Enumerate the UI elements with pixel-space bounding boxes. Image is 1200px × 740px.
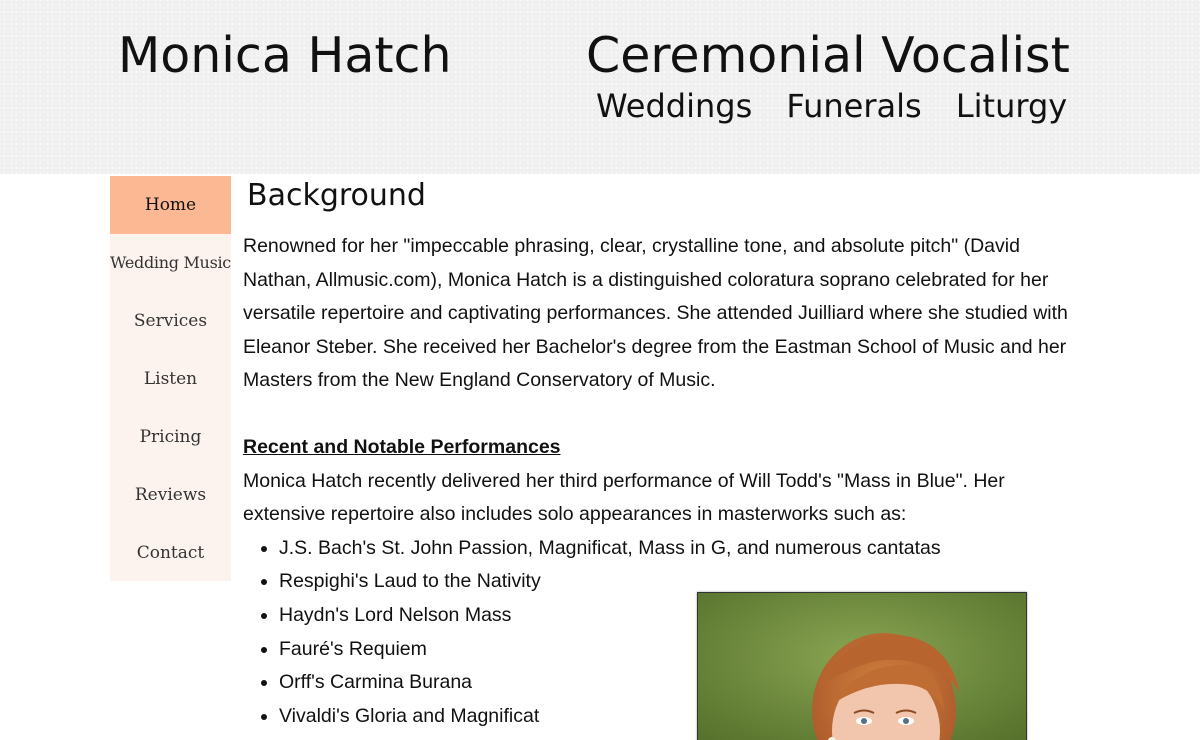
portrait-photo — [697, 592, 1027, 740]
site-header — [0, 0, 1200, 174]
nav-wedding-music[interactable]: Wedding Music — [110, 253, 231, 272]
performances-paragraph: Monica Hatch recently delivered her third performance of Will Todd's "Mass in Blue". Her extensive repertoire also includes solo appearances in masterworks such as: — [243, 469, 1005, 526]
list-item: • Fauré's Requiem — [279, 633, 1083, 667]
nav-listen[interactable]: Listen — [143, 369, 198, 389]
services-line — [596, 84, 1067, 128]
service-funerals: Funerals — [786, 87, 922, 125]
portrait-illustration — [698, 593, 1026, 740]
list-item: • Haydn's Lord Nelson Mass — [279, 599, 1083, 633]
nav-home[interactable]: Home — [110, 176, 231, 234]
list-item: • J.S. Bach's St. John Passion, Magnificat, Mass in G, and numerous cantatas — [279, 532, 1083, 566]
nav-contact[interactable]: Contact — [136, 543, 205, 563]
service-weddings: Weddings — [596, 87, 753, 125]
service-liturgy: Liturgy — [955, 87, 1068, 125]
site-tagline: Ceremonial Vocalist — [586, 27, 1070, 84]
nav-reviews[interactable]: Reviews — [134, 485, 207, 505]
list-item: • Orff's Carmina Burana — [279, 666, 1083, 700]
nav-services[interactable]: Services — [133, 311, 208, 331]
list-item: • Vivaldi's Gloria and Magnificat — [279, 700, 1083, 734]
site-name[interactable]: Monica Hatch — [118, 27, 452, 84]
list-item: • Respighi's Laud to the Nativity — [279, 565, 1083, 599]
intro-paragraph: Renowned for her "impeccable phrasing, clear, crystalline tone, and absolute pitch" (David Nathan, Allmusic.com), Monica Hatch is a distinguished coloratura soprano celebrated for her versatile repertoire and captivating performances. She attended Juilliard where she studied with Eleanor Steber. She received her Bachelor's degree from the Eastman School of Music and her Masters from the New England Conservatory of Music. — [243, 235, 1068, 392]
paragraph-spacer — [243, 398, 1083, 431]
performances-heading: Recent and Notable Performances — [243, 435, 561, 458]
nav-pricing[interactable]: Pricing — [139, 427, 202, 447]
page-title: Background — [247, 178, 426, 213]
sidebar-nav — [110, 176, 231, 581]
